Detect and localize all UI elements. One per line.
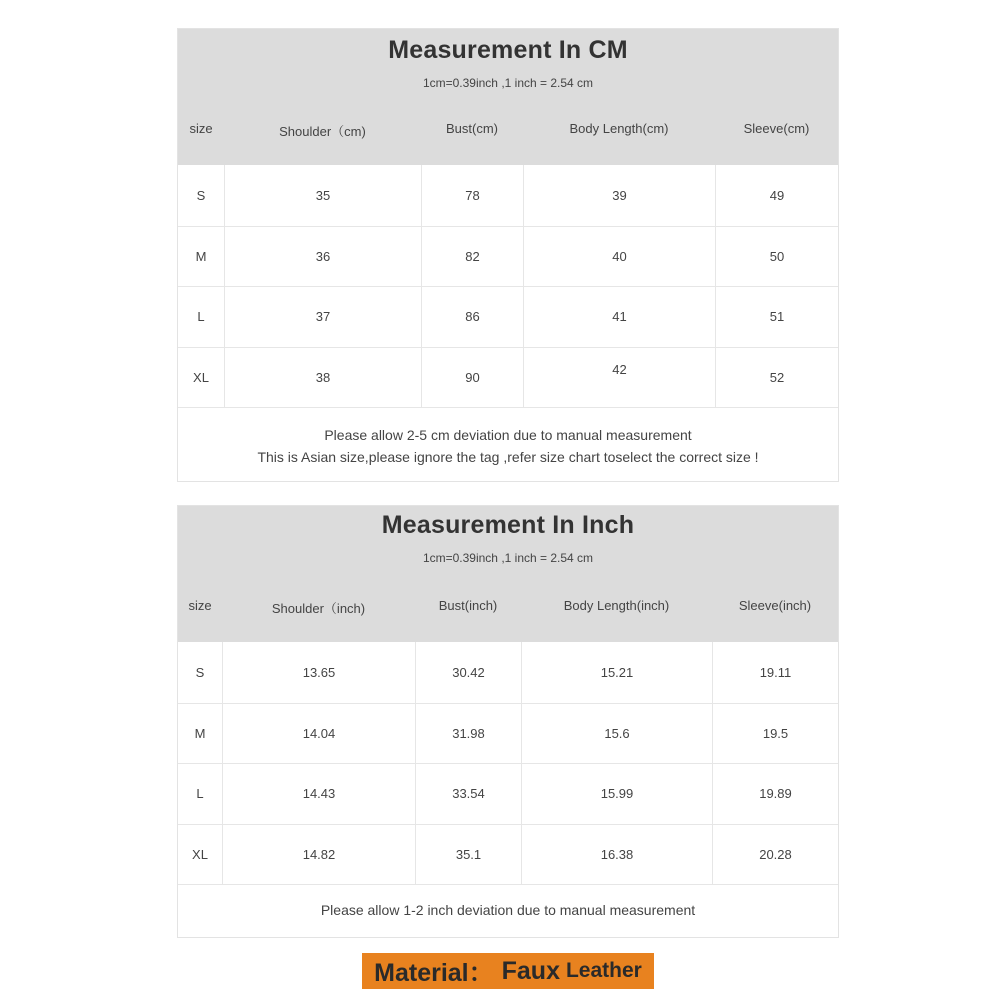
shoulder-cell: 14.82 xyxy=(222,825,415,885)
table-row xyxy=(178,642,838,703)
note-line: Please allow 2-5 cm deviation due to manual measurement xyxy=(324,427,692,443)
note-line: This is Asian size,please ignore the tag ,refer size chart toselect the correct size ! xyxy=(257,449,759,465)
shoulder-cell: 38 xyxy=(224,348,421,408)
column-header-body-length: Body Length(inch) xyxy=(563,598,670,613)
sleeve-cell: 50 xyxy=(715,227,838,287)
size-cell: L xyxy=(196,786,204,802)
column-header-bust: Bust(inch) xyxy=(438,598,498,613)
material-value-main: Faux xyxy=(501,956,560,985)
sleeve-cell: 19.5 xyxy=(712,704,838,764)
note-line: Please allow 1-2 inch deviation due to manual measurement xyxy=(320,902,696,918)
column-header-shoulder: Shoulder（inch) xyxy=(271,601,366,616)
shoulder-cell: 14.04 xyxy=(222,704,415,764)
shoulder-cell: 36 xyxy=(224,227,421,287)
column-header-size: size xyxy=(189,121,213,136)
column-header-row xyxy=(178,598,838,618)
column-header-bust: Bust(cm) xyxy=(446,121,498,136)
column-header-body-length: Body Length(cm) xyxy=(569,121,669,136)
column-header-size: size xyxy=(188,598,212,613)
body-length-cell: 41 xyxy=(523,287,715,347)
size-cell: S xyxy=(195,664,205,680)
table-row xyxy=(178,763,838,824)
size-cell: XL xyxy=(192,846,208,862)
bust-cell: 86 xyxy=(421,287,523,347)
body-length-cell: 39 xyxy=(523,165,715,226)
deviation-note xyxy=(178,884,838,938)
table-row xyxy=(178,226,838,287)
bust-cell: 82 xyxy=(421,227,523,287)
material-label: Material： xyxy=(374,959,494,987)
bust-cell: 78 xyxy=(421,165,523,226)
table-row xyxy=(178,703,838,764)
table-body xyxy=(178,642,838,884)
sleeve-cell: 20.28 xyxy=(712,825,838,885)
deviation-note xyxy=(178,407,838,482)
body-length-cell: 16.38 xyxy=(521,825,712,885)
material-banner xyxy=(362,953,654,989)
chart-subtitle: 1cm=0.39inch ,1 inch = 2.54 cm xyxy=(422,76,594,90)
body-length-cell: 40 xyxy=(523,227,715,287)
chart-header xyxy=(178,506,838,642)
column-header-sleeve: Sleeve(cm) xyxy=(743,121,810,136)
bust-cell: 30.42 xyxy=(415,642,521,703)
chart-title: Measurement In Inch xyxy=(381,511,635,539)
shoulder-cell: 35 xyxy=(224,165,421,226)
column-header-sleeve: Sleeve(inch) xyxy=(738,598,812,613)
sleeve-cell: 19.11 xyxy=(712,642,838,703)
size-cell: XL xyxy=(193,369,209,385)
chart-subtitle: 1cm=0.39inch ,1 inch = 2.54 cm xyxy=(422,551,594,565)
column-header-row xyxy=(178,121,838,141)
bust-cell: 33.54 xyxy=(415,764,521,824)
body-length-cell: 42 xyxy=(523,348,715,408)
table-row xyxy=(178,286,838,347)
body-length-cell: 15.6 xyxy=(521,704,712,764)
chart-title: Measurement In CM xyxy=(388,36,628,64)
bust-cell: 31.98 xyxy=(415,704,521,764)
table-row xyxy=(178,824,838,885)
shoulder-cell: 37 xyxy=(224,287,421,347)
sleeve-cell: 19.89 xyxy=(712,764,838,824)
table-body xyxy=(178,165,838,407)
size-chart-cm xyxy=(177,28,839,482)
sleeve-cell: 52 xyxy=(715,348,838,408)
column-header-shoulder: Shoulder（cm) xyxy=(279,124,366,139)
bust-cell: 90 xyxy=(421,348,523,408)
size-cell: L xyxy=(197,309,205,325)
sleeve-cell: 49 xyxy=(715,165,838,226)
chart-header xyxy=(178,29,838,165)
size-chart-inch xyxy=(177,505,839,938)
size-cell: S xyxy=(196,187,206,203)
size-cell: M xyxy=(195,248,207,264)
body-length-cell: 15.99 xyxy=(521,764,712,824)
sleeve-cell: 51 xyxy=(715,287,838,347)
shoulder-cell: 13.65 xyxy=(222,642,415,703)
body-length-cell: 15.21 xyxy=(521,642,712,703)
table-row xyxy=(178,165,838,226)
bust-cell: 35.1 xyxy=(415,825,521,885)
size-cell: M xyxy=(194,725,206,741)
table-row xyxy=(178,347,838,408)
material-value-sub: Leather xyxy=(565,959,642,982)
shoulder-cell: 14.43 xyxy=(222,764,415,824)
